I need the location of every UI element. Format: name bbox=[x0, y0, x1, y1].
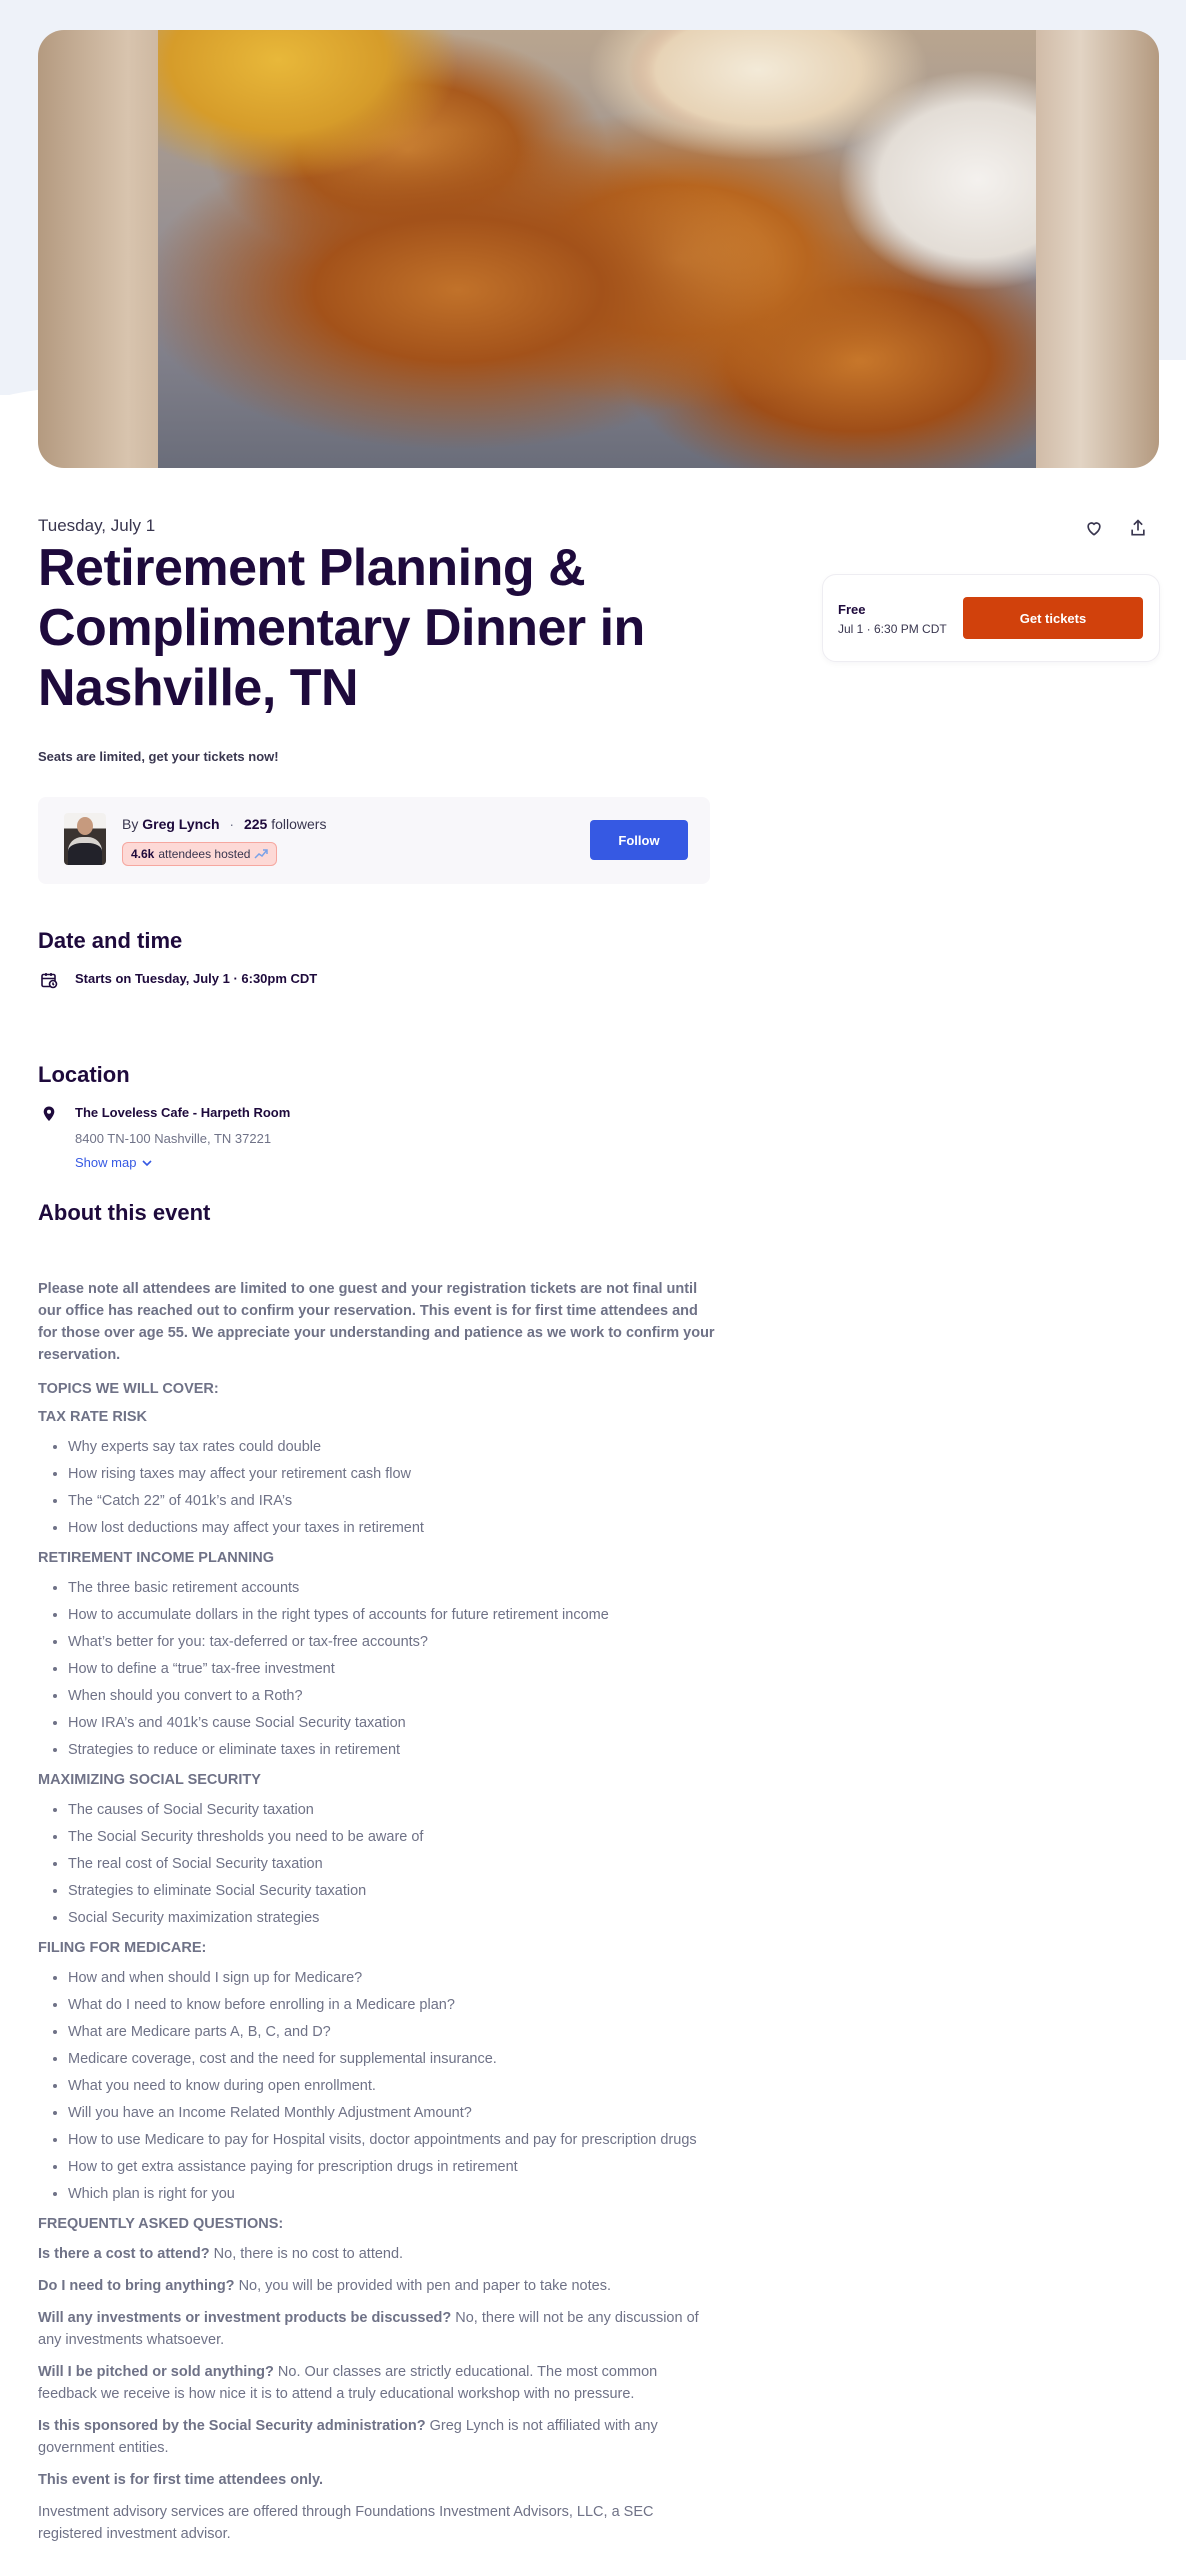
list-item: • How to accumulate dollars in the right types of accounts for future retirement income bbox=[68, 1604, 718, 1626]
topics-heading: TOPICS WE WILL COVER: bbox=[38, 1381, 219, 1397]
event-title: Retirement Planning & Complimentary Dinner in Nashville, TN bbox=[38, 539, 645, 717]
get-tickets-button[interactable]: Get tickets bbox=[963, 597, 1143, 639]
list-item: • What’s better for you: tax-deferred or tax-free accounts? bbox=[68, 1631, 718, 1653]
topic-list bbox=[38, 1436, 718, 1539]
section-heading: RETIREMENT INCOME PLANNING bbox=[38, 1550, 275, 1566]
section-heading: TAX RATE RISK bbox=[38, 1409, 148, 1425]
faq-item: Will I be pitched or sold anything? No. Our classes are strictly educational. The most common feedback we receive is how nice it is to attend a truly educational workshop with no pressure. bbox=[38, 2364, 658, 2402]
chevron-down-icon bbox=[142, 1159, 152, 1167]
list-item: • What do I need to know before enrolling in a Medicare plan? bbox=[68, 1994, 718, 2016]
disclosure-text: Investment advisory services are offered through Foundations Investment Advisors, LLC, a SEC registered investment advisor. bbox=[38, 2504, 654, 2542]
list-item: • The real cost of Social Security taxation bbox=[68, 1853, 718, 1875]
venue-address: 8400 TN-100 Nashville, TN 37221 bbox=[75, 1131, 272, 1146]
list-item: • What you need to know during open enrollment. bbox=[68, 2075, 718, 2097]
event-hero-image bbox=[38, 30, 1159, 468]
list-item: • The Social Security thresholds you need to be aware of bbox=[68, 1826, 718, 1848]
topic-list bbox=[38, 1577, 718, 1761]
location-heading: Location bbox=[38, 1062, 130, 1087]
section-heading: MAXIMIZING SOCIAL SECURITY bbox=[38, 1772, 261, 1788]
avatar[interactable] bbox=[64, 813, 106, 865]
first-time-note: This event is for first time attendees only. bbox=[38, 2472, 323, 2488]
organizer-card bbox=[38, 797, 710, 884]
list-item: • How to define a “true” tax-free investment bbox=[68, 1658, 718, 1680]
list-item: • How lost deductions may affect your taxes in retirement bbox=[68, 1517, 718, 1539]
organizer-byline: By Greg Lynch · 225 followers bbox=[122, 816, 327, 832]
about-heading: About this event bbox=[38, 1200, 211, 1225]
list-item: • Why experts say tax rates could double bbox=[68, 1436, 718, 1458]
ticket-card bbox=[822, 574, 1160, 662]
list-item: • How IRA’s and 401k’s cause Social Security taxation bbox=[68, 1712, 718, 1734]
list-item: • What are Medicare parts A, B, C, and D? bbox=[68, 2021, 718, 2043]
list-item: • How to use Medicare to pay for Hospital visits, doctor appointments and pay for prescription drugs bbox=[68, 2129, 718, 2151]
ticket-date: Jul 1 · 6:30 PM CDT bbox=[838, 622, 947, 636]
separator-dot: · bbox=[229, 816, 235, 832]
list-item: • Strategies to reduce or eliminate taxes in retirement bbox=[68, 1739, 718, 1761]
venue-name: The Loveless Cafe - Harpeth Room bbox=[75, 1105, 291, 1120]
share-icon bbox=[1128, 518, 1148, 538]
faq-item: Do I need to bring anything? No, you will be provided with pen and paper to take notes. bbox=[38, 2278, 611, 2294]
map-pin-icon bbox=[40, 1105, 58, 1123]
show-map-link[interactable]: Show map bbox=[75, 1155, 152, 1170]
fried-chicken-photo bbox=[158, 30, 1036, 468]
like-button[interactable] bbox=[1084, 518, 1108, 542]
faq-item: Is this sponsored by the Social Security administration? Greg Lynch is not affiliated with any government entities. bbox=[38, 2418, 658, 2456]
list-item: • How and when should I sign up for Medicare? bbox=[68, 1967, 718, 1989]
faq-item: Is there a cost to attend? No, there is no cost to attend. bbox=[38, 2246, 404, 2262]
list-item: • The “Catch 22” of 401k’s and IRA’s bbox=[68, 1490, 718, 1512]
date-time-text: Starts on Tuesday, July 1 · 6:30pm CDT bbox=[75, 971, 318, 986]
list-item: • The causes of Social Security taxation bbox=[68, 1799, 718, 1821]
list-item: • Will you have an Income Related Monthly Adjustment Amount? bbox=[68, 2102, 718, 2124]
share-button[interactable] bbox=[1128, 518, 1152, 542]
event-summary: Seats are limited, get your tickets now! bbox=[38, 749, 279, 764]
organizer-name[interactable]: Greg Lynch bbox=[142, 816, 220, 832]
list-item: • Strategies to eliminate Social Security taxation bbox=[68, 1880, 718, 1902]
list-item: • How to get extra assistance paying for prescription drugs in retirement bbox=[68, 2156, 718, 2178]
topic-list bbox=[38, 1799, 718, 1929]
followers-count: 225 bbox=[243, 816, 268, 832]
trend-up-icon bbox=[254, 848, 268, 860]
about-body bbox=[38, 1278, 718, 2555]
followers-label: followers bbox=[271, 816, 327, 832]
list-item: • Medicare coverage, cost and the need for supplemental insurance. bbox=[68, 2048, 718, 2070]
list-item: • The three basic retirement accounts bbox=[68, 1577, 718, 1599]
date-time-heading: Date and time bbox=[38, 928, 183, 953]
list-item: • Which plan is right for you bbox=[68, 2183, 718, 2205]
ticket-price: Free bbox=[838, 602, 866, 617]
heart-icon bbox=[1084, 518, 1104, 538]
section-heading: FILING FOR MEDICARE: bbox=[38, 1940, 207, 1956]
list-item: • Social Security maximization strategies bbox=[68, 1907, 718, 1929]
event-date-label: Tuesday, July 1 bbox=[38, 516, 156, 535]
topic-list bbox=[38, 1967, 718, 2205]
faq-heading: FREQUENTLY ASKED QUESTIONS: bbox=[38, 2216, 284, 2232]
attendees-hosted-badge: 4.6k attendees hosted bbox=[122, 842, 277, 866]
list-item: • When should you convert to a Roth? bbox=[68, 1685, 718, 1707]
faq-item: Will any investments or investment products be discussed? No, there will not be any discussion of any investments whatsoever. bbox=[38, 2310, 699, 2348]
calendar-icon bbox=[40, 971, 58, 989]
follow-button[interactable]: Follow bbox=[590, 820, 688, 860]
about-intro: Please note all attendees are limited to one guest and your registration tickets are not final until our office has reached out to confirm your reservation. This event is for first time attendees and for those over age 55. We appreciate your understanding and patience as we work to confirm your reservation. bbox=[38, 1281, 715, 1363]
list-item: • How rising taxes may affect your retirement cash flow bbox=[68, 1463, 718, 1485]
